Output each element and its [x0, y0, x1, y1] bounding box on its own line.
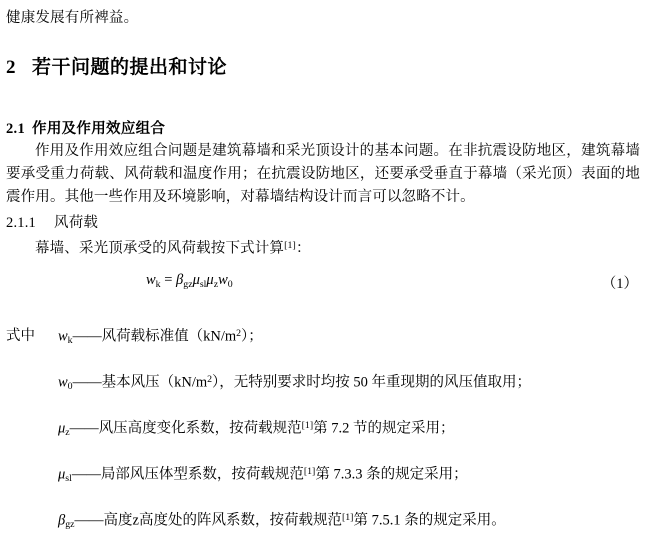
definition-list-label: 式中: [6, 328, 35, 345]
paragraph-body: 作用及作用效应组合问题是建筑幕墙和采光顶设计的基本问题。在非抗震设防地区，建筑幕墙要承受重力荷载、风荷载和温度作用；在抗震设防地区，还要承受垂直于幕墙（采光顶）表面的地震作用。其他一些作用及环境影响，对幕墙结构设计而言可以忽略不计。: [6, 143, 640, 205]
equation-term-1-subscript: gz: [183, 278, 193, 290]
definition-reference: [1]: [303, 466, 316, 477]
definition-text-before: 高度z高度处的阵风系数，按荷载规范: [103, 512, 342, 529]
equation-term-4-subscript: 0: [227, 278, 233, 290]
definition-item: [6, 368, 640, 398]
subsubsection-title: 风荷载: [54, 215, 99, 231]
definition-exponent: 2: [207, 374, 213, 385]
equation-lhs-subscript: k: [155, 278, 161, 290]
subsubsection-number: 2.1.1: [6, 215, 36, 231]
definition-text-after: 第 7.3.3 条的规定采用；: [315, 466, 468, 483]
equation-term-2-subscript: sl: [199, 278, 207, 290]
definition-reference: [1]: [301, 420, 314, 431]
equation-term-1-symbol: β: [176, 272, 184, 288]
subsection-heading: [6, 117, 165, 138]
equation-expression: [146, 272, 233, 290]
definition-text-before: 局部风压体型系数，按荷载规范: [100, 466, 304, 483]
definition-symbol: w: [58, 328, 68, 345]
equation-lhs-symbol: w: [146, 272, 156, 288]
definition-text-after: ）；: [241, 328, 263, 345]
definition-item: [6, 414, 640, 444]
intro-text-after: ：: [296, 240, 311, 257]
definition-text-before: 基本风压（kN/m: [101, 374, 208, 391]
definition-subscript: 0: [67, 381, 73, 393]
subsection-number: 2.1: [6, 121, 26, 137]
equation-term-3-subscript: z: [213, 278, 219, 290]
section-number: 2: [6, 57, 16, 78]
definition-text-after: ），无特别要求时均按 50 年重现期的风压值取用；: [212, 374, 532, 391]
definition-item: [6, 506, 640, 536]
subsection-title: 作用及作用效应组合: [32, 121, 166, 137]
definition-exponent: 2: [236, 328, 242, 339]
equation-number: （1）: [601, 276, 638, 292]
section-heading: [6, 52, 227, 79]
paragraph-formula-intro: [6, 234, 640, 260]
definition-subscript: z: [65, 427, 70, 439]
definition-text-before: 风荷载标准值（kN/m: [101, 328, 237, 345]
definition-dash: ——: [69, 420, 99, 437]
subsubsection-heading: [6, 211, 98, 232]
definition-symbol: μ: [58, 466, 66, 483]
reference-marker: [1]: [284, 240, 296, 251]
definition-subscript: sl: [65, 473, 72, 485]
definition-text-before: 风压高度变化系数，按荷载规范: [98, 420, 302, 437]
definition-item: [6, 322, 640, 352]
section-title: 若干问题的提出和讨论: [32, 57, 228, 78]
definition-subscript: gz: [65, 519, 75, 531]
definition-item: [6, 460, 640, 490]
definition-symbol: β: [58, 512, 66, 529]
continuation-line: 健康发展有所裨益。: [6, 10, 139, 26]
definition-dash: ——: [72, 374, 102, 391]
definition-dash: ——: [74, 512, 104, 529]
definition-dash: ——: [72, 328, 102, 345]
definition-subscript: k: [67, 335, 73, 347]
definition-text-after: 第 7.2 节的规定采用；: [313, 420, 455, 437]
definition-symbol: μ: [58, 420, 66, 437]
intro-text-before: 幕墙、采光顶承受的风荷载按下式计算: [35, 240, 285, 257]
definition-text-after: 第 7.5.1 条的规定采用。: [353, 512, 506, 529]
equation-term-2-symbol: μ: [192, 272, 200, 288]
equation-equals: =: [164, 272, 173, 288]
equation-term-3-symbol: μ: [206, 272, 214, 288]
definition-symbol: w: [58, 374, 68, 391]
definition-reference: [1]: [341, 512, 354, 523]
definition-dash: ——: [71, 466, 101, 483]
equation-term-4-symbol: w: [218, 272, 228, 288]
